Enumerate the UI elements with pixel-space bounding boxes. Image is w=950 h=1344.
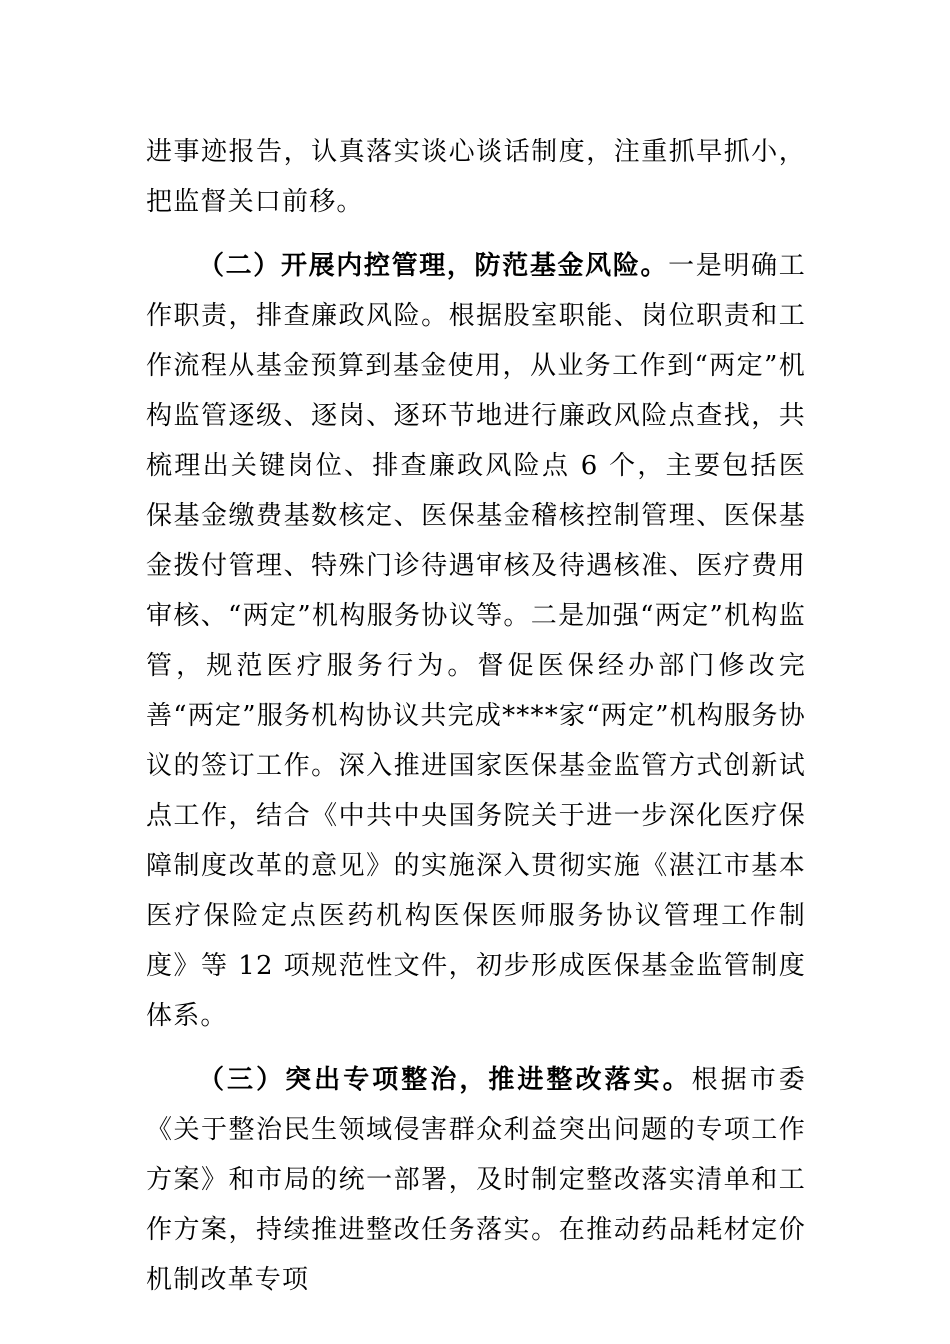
document-body (146, 127, 806, 1305)
paragraph-text: 进事迹报告，认真落实谈心谈话制度，注重抓早抓小，把监督关口前移。 (146, 137, 806, 217)
paragraph-section-2 (146, 241, 806, 1041)
paragraph-text: 根据市委《关于整治民生领域侵害群众利益突出问题的专项工作方案》和市局的统一部署，及时制定整改落实清单和工作方案，持续推进整改任务落实。在推动药品耗材定价机制改革专项 (146, 1065, 806, 1295)
section-heading: （二）开展内控管理，防范基金风险。 (198, 251, 669, 281)
paragraph-text: 一是明确工作职责，排查廉政风险。根据股室职能、岗位职责和工作流程从基金预算到基金使用，从业务工作到“两定”机构监管逐级、逐岗、逐环节地进行廉政风险点查找，共梳理出关键岗位、排查廉政风险点 6 个，主要包括医保基金缴费基数核定、医保基金稽核控制管理、医保基金拨付管理、特殊门诊待遇审核及待遇核准、医疗费用审核、“两定”机构服务协议等。二是加强“两定”机构监管，规范医疗服务行为。督促医保经办部门修改完善“两定”服务机构协议共完成****家“两定”机构服务协议的签订工作。深入推进国家医保基金监管方式创新试点工作，结合《中共中央国务院关于进一步深化医疗保障制度改革的意见》的实施深入贯彻实施《湛江市基本医疗保险定点医药机构医保医师服务协议管理工作制度》等 12 项规范性文件，初步形成医保基金监管制度体系。 (146, 251, 806, 1031)
section-heading: （三）突出专项整治，推进整改落实。 (198, 1065, 692, 1095)
paragraph-section-3 (146, 1055, 806, 1305)
paragraph-continuation (146, 127, 806, 227)
